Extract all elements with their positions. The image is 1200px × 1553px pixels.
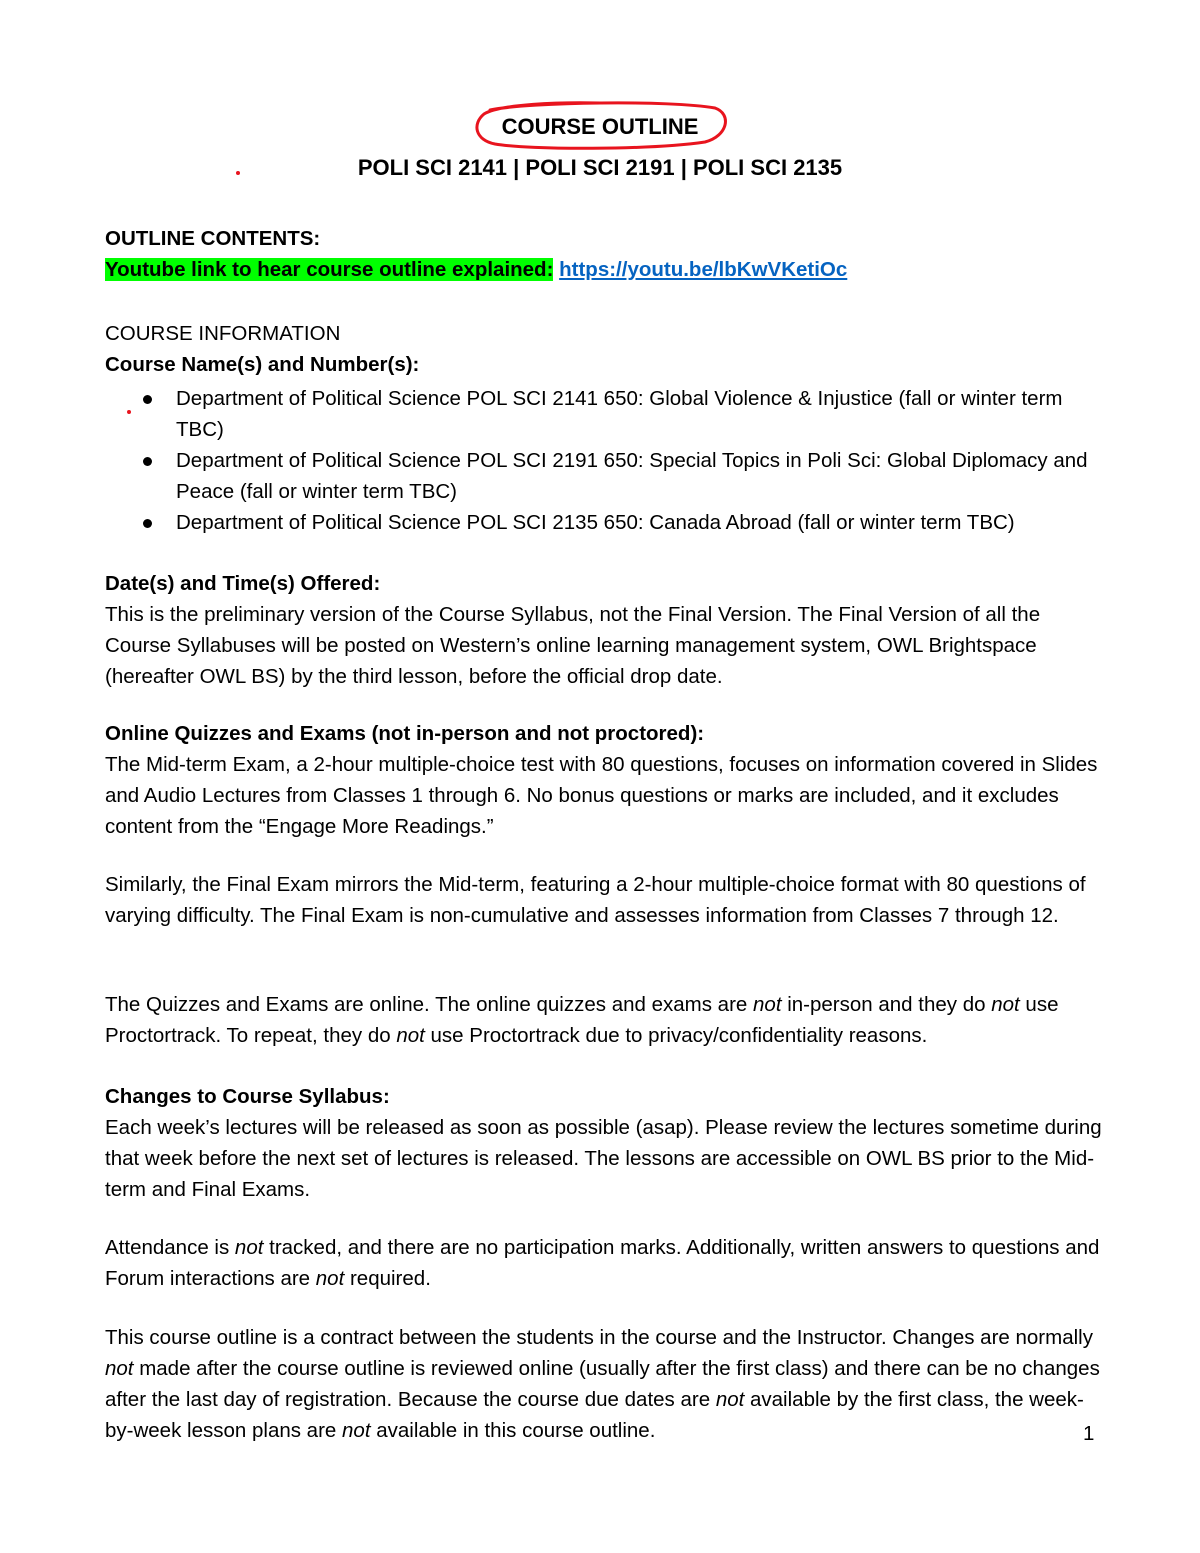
bullet-icon — [143, 395, 152, 404]
course-names-heading: Course Name(s) and Number(s): — [105, 353, 420, 376]
outline-contents-section — [105, 223, 1105, 285]
lectures-paragraph: Each week’s lectures will be released as soon as possible (asap). Please review the lectures sometime during that week before the next set of lectures is released. The lessons are accessible on OWL BS prior to the Mid-term and Final Exams. — [105, 1116, 1102, 1201]
course-information-heading: COURSE INFORMATION — [105, 322, 341, 345]
document-title: COURSE OUTLINE — [501, 114, 699, 139]
changes-section — [105, 1081, 1105, 1205]
youtube-line — [105, 254, 1105, 285]
attendance-section — [105, 1232, 1105, 1294]
bullet-icon — [143, 457, 152, 466]
quizzes-section — [105, 718, 1105, 842]
quizzes-heading: Online Quizzes and Exams (not in-person and not proctored): — [105, 722, 705, 745]
list-item: Department of Political Science POL SCI 2135 650: Canada Abroad (fall or winter term TBC) — [105, 507, 1095, 538]
dates-heading: Date(s) and Time(s) Offered: — [105, 572, 381, 595]
youtube-link[interactable]: https://youtu.be/lbKwVKetiOc — [559, 258, 848, 281]
outline-contents-heading: OUTLINE CONTENTS: — [105, 227, 321, 250]
contract-section — [105, 1322, 1105, 1446]
course-list — [105, 383, 1095, 538]
bullet-icon — [143, 519, 152, 528]
page-number: 1 — [1083, 1422, 1095, 1445]
youtube-label: Youtube link to hear course outline explained: — [105, 258, 554, 281]
list-item: Department of Political Science POL SCI 2191 650: Special Topics in Poli Sci: Global Diplomacy and Peace (fall or winter term TBC) — [105, 445, 1095, 507]
midterm-paragraph: The Mid-term Exam, a 2-hour multiple-choice test with 80 questions, focuses on information covered in Slides and Audio Lectures from Classes 1 through 6. No bonus questions or marks are included, and it excludes content from the “Engage More Readings.” — [105, 753, 1098, 838]
dates-text: This is the preliminary version of the Course Syllabus, not the Final Version. The Final Version of all the Course Syllabuses will be posted on Western’s online learning management system, OWL Brightspace (hereafter OWL BS) by the third lesson, before the official drop date. — [105, 603, 1041, 688]
course-numbers: POLI SCI 2141 | POLI SCI 2191 | POLI SCI 2135 — [357, 155, 843, 180]
changes-heading: Changes to Course Syllabus: — [105, 1085, 390, 1108]
online-exams-paragraph: The Quizzes and Exams are online. The online quizzes and exams are not in-person and they do not use Proctortrack. To repeat, they do not use Proctortrack due to privacy/confidentiality reasons. — [105, 993, 1059, 1047]
course-information-section — [105, 318, 1105, 380]
final-exam-section — [105, 869, 1105, 931]
contract-paragraph: This course outline is a contract between the students in the course and the Instructor. Changes are normally not made after the course outline is reviewed online (usually after the first class) and there can be no changes after the last day of registration. Because the course due dates are not available by the first class, the week-by-week lesson plans are not available in this course outline. — [105, 1326, 1100, 1442]
attendance-paragraph: Attendance is not tracked, and there are no participation marks. Additionally, written answers to questions and Forum interactions are not required. — [105, 1236, 1100, 1290]
dates-section — [105, 568, 1105, 692]
online-exams-section — [105, 989, 1105, 1051]
final-exam-paragraph: Similarly, the Final Exam mirrors the Mid-term, featuring a 2-hour multiple-choice format with 80 questions of varying difficulty. The Final Exam is non-cumulative and assesses information from Classes 7 through 12. — [105, 873, 1086, 927]
list-item: Department of Political Science POL SCI 2141 650: Global Violence & Injustice (fall or winter term TBC) — [105, 383, 1095, 445]
